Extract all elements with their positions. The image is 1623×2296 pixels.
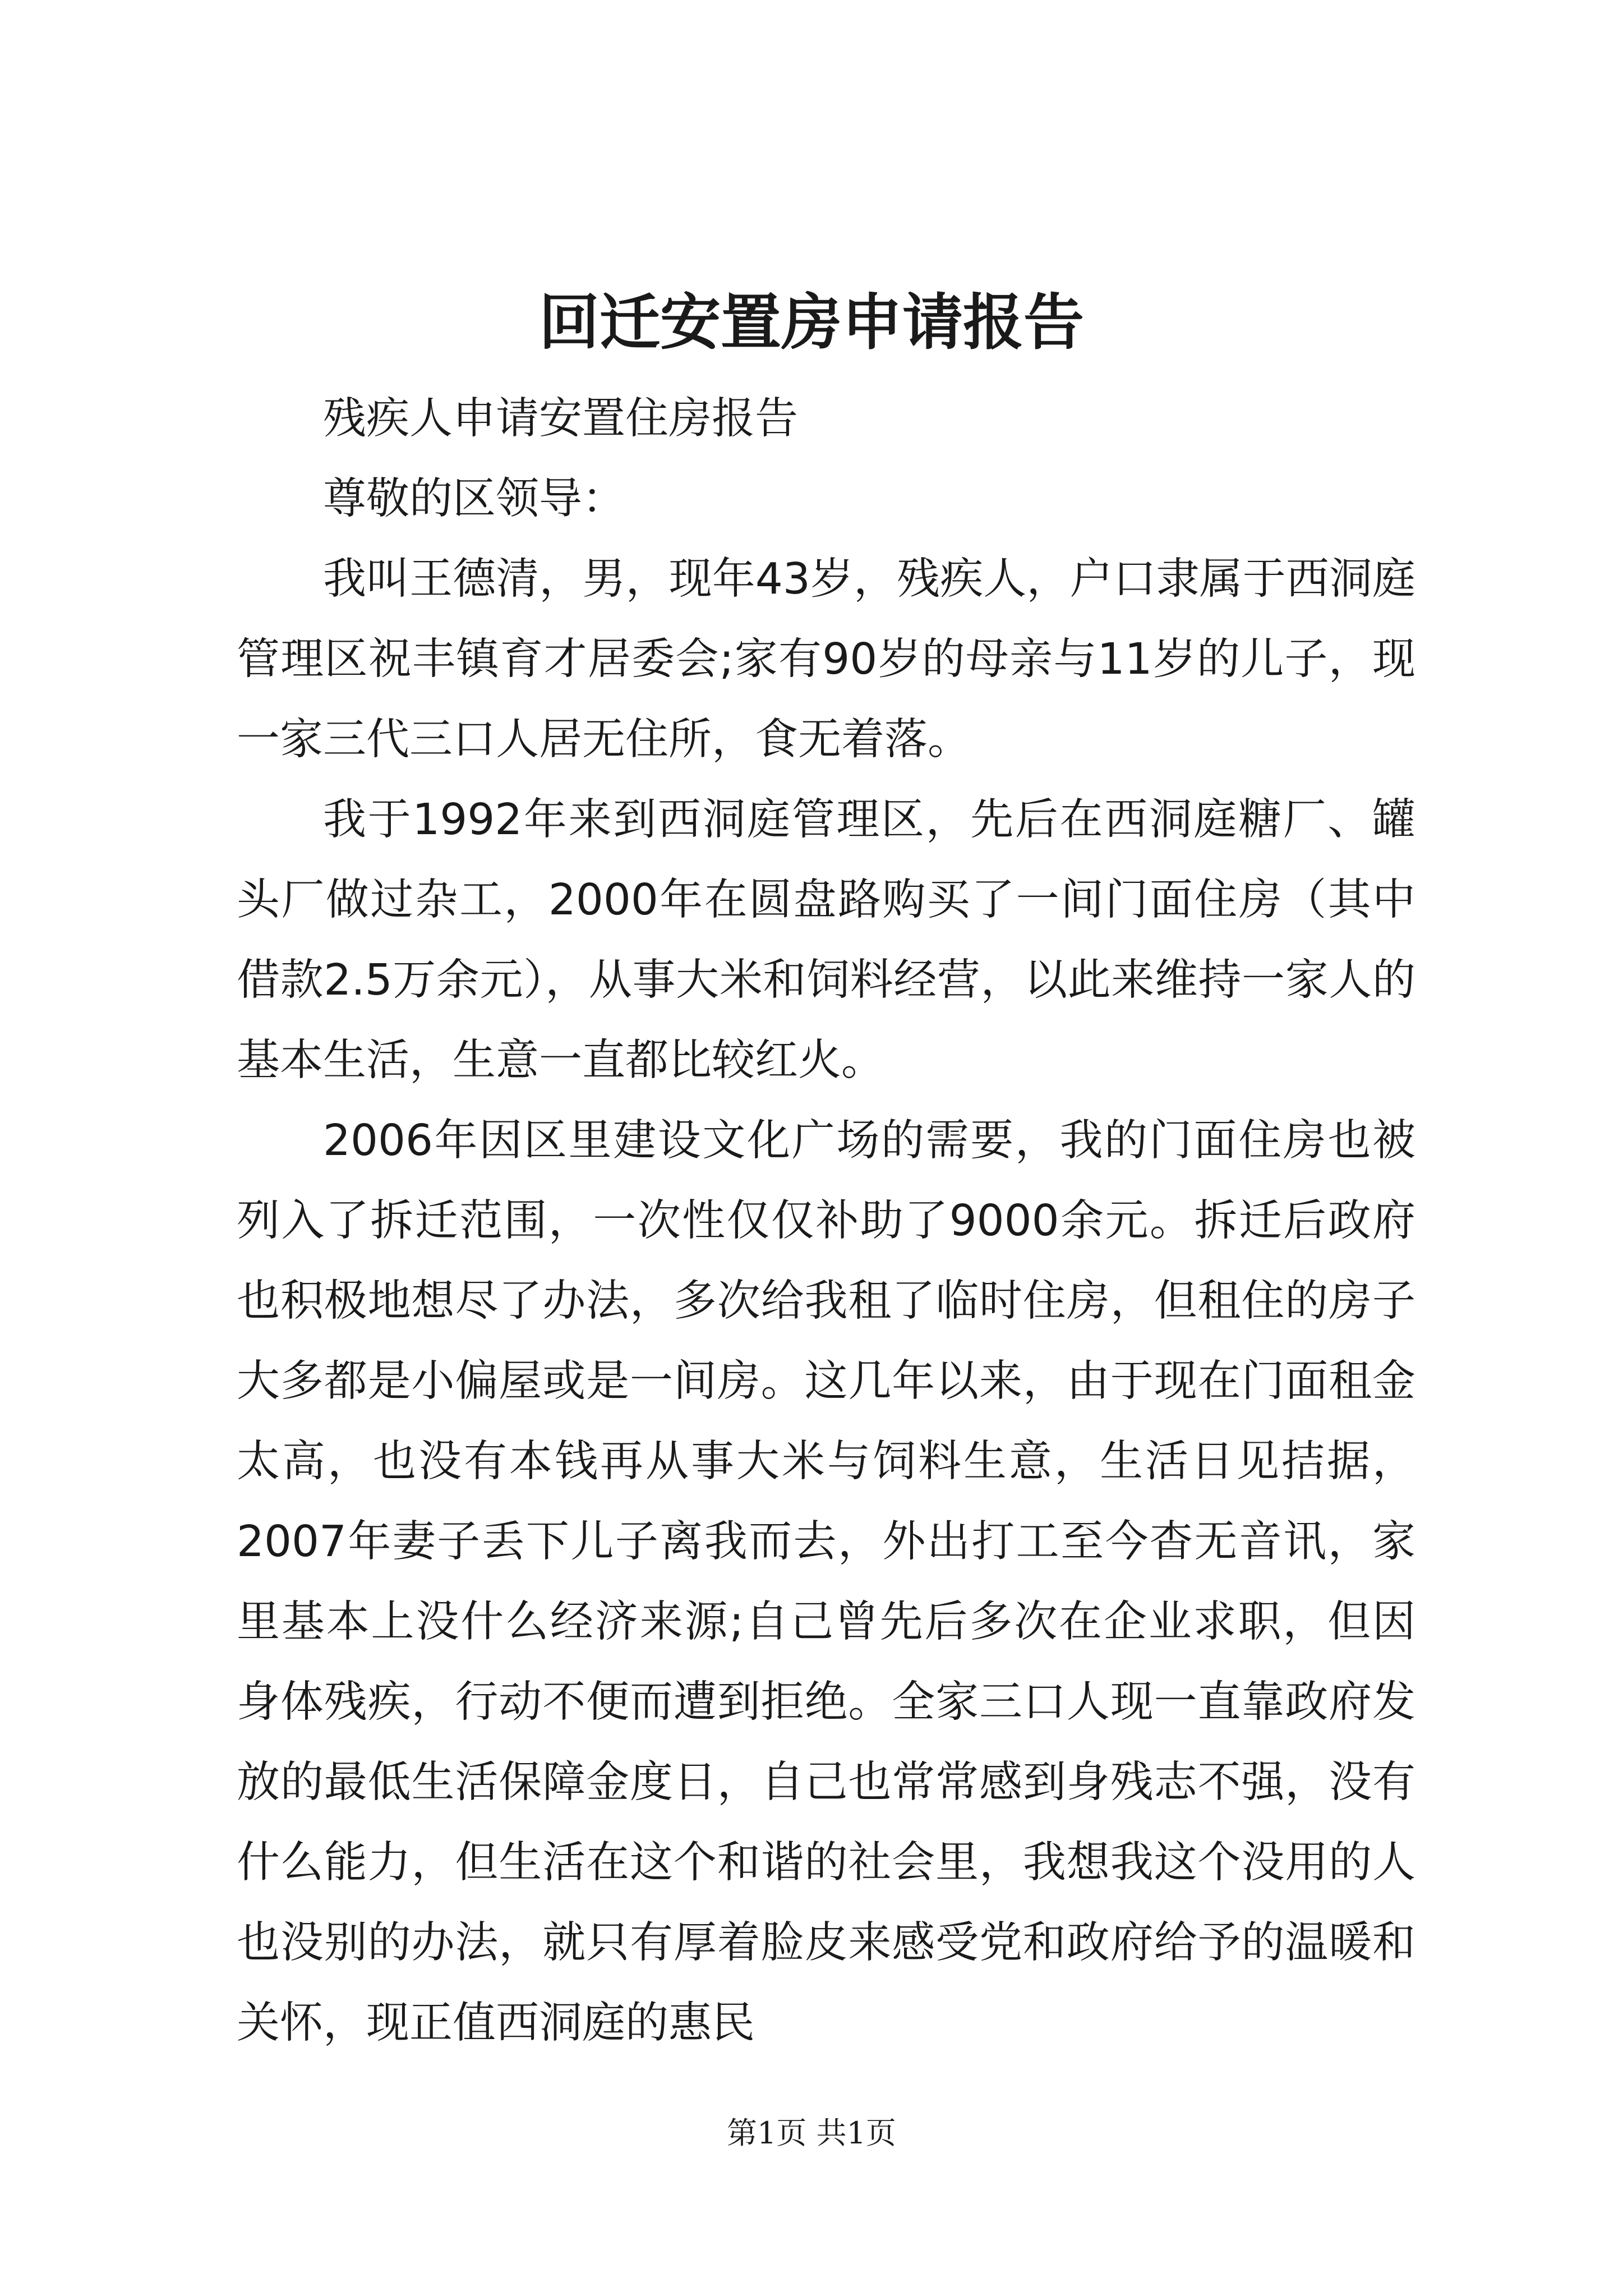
document-body	[237, 379, 1415, 2063]
paragraph-introduction: 我叫王德清，男，现年43岁，残疾人，户口隶属于西洞庭管理区祝丰镇育才居委会;家有90岁的母亲与11岁的儿子，现一家三代三口人居无住所，食无着落。	[237, 554, 1415, 765]
document-title: 回迁安置房申请报告	[538, 287, 1084, 358]
paragraph-subtitle: 残疾人申请安置住房报告	[323, 394, 798, 444]
paragraph-demolition: 2006年因区里建设文化广场的需要，我的门面住房也被列入了拆迁范围，一次性仅仅补助了9000余元。拆迁后政府也积极地想尽了办法，多次给我租了临时住房，但租住的房子大多都是小偏屋或是一间房。这几年以来，由于现在门面租金太高，也没有本钱再从事大米与饲料生意，生活日见拮据，2007年妻子丢下儿子离我而去，外出打工至今杳无音讯，家里基本上没什么经济来源;自己曾先后多次在企业求职，但因身体残疾，行动不便而遭到拒绝。全家三口人现一直靠政府发放的最低生活保障金度日，自己也常常感到身残志不强，没有什么能力，但生活在这个和谐的社会里，我想我这个没用的人也没别的办法，就只有厚着脸皮来感受党和政府给予的温暖和关怀，现正值西洞庭的惠民	[237, 1116, 1415, 2048]
paragraph-salutation: 尊敬的区领导：	[323, 474, 625, 524]
paragraph-history: 我于1992年来到西洞庭管理区，先后在西洞庭糖厂、罐头厂做过杂工，2000年在圆盘路购买了一间门面住房（其中借款2.5万余元），从事大米和饲料经营，以此来维持一家人的基本生活，生意一直都比较红火。	[237, 795, 1415, 1085]
page-footer: 第1页 共1页	[727, 2115, 896, 2151]
